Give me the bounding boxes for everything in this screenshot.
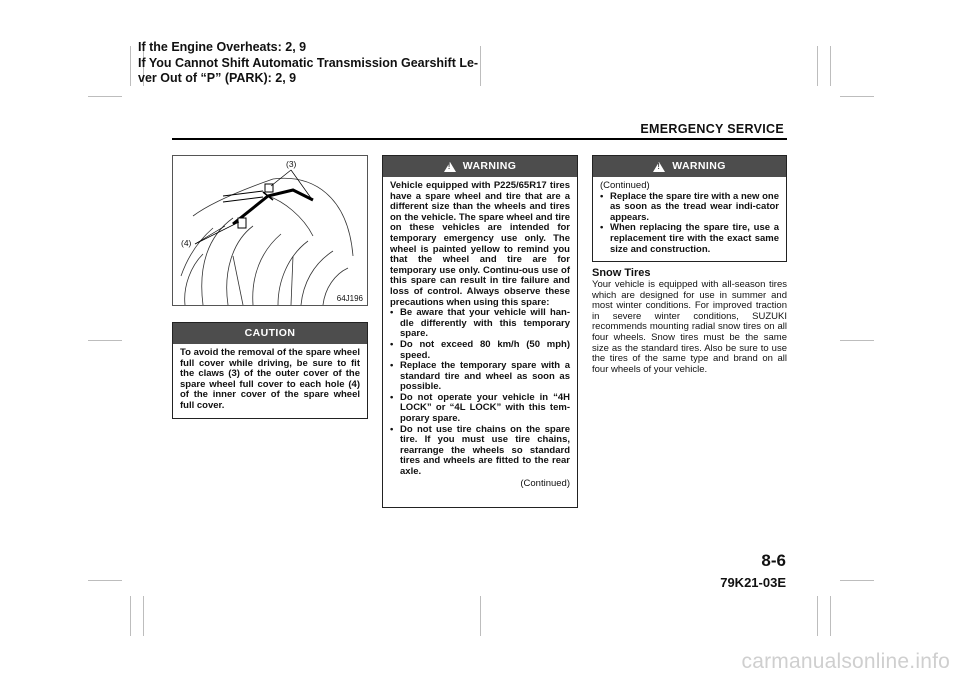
page-number: 8-6	[761, 551, 786, 570]
crop-mark	[830, 46, 831, 86]
warning-body	[593, 177, 786, 261]
crop-mark	[130, 596, 131, 636]
crop-mark	[830, 596, 831, 636]
warning-box	[382, 155, 578, 508]
caution-text: To avoid the removal of the spare wheel full cover while driving, be sure to fit the claws (3) of the outer cover of the spare wheel full cover to each hole (4) of the inner cover of the spare wheel full cover.	[180, 347, 360, 411]
callout-claws: (3)	[286, 159, 297, 169]
caution-body	[173, 344, 367, 418]
list-item: • Replace the temporary spare with a standard tire and wheel as soon as possible.	[390, 361, 570, 393]
crop-mark	[817, 596, 818, 636]
figure-code: 64J196	[336, 294, 363, 303]
header-rule	[172, 138, 787, 140]
warning-precautions-list	[600, 192, 779, 256]
document-code: 79K21-03E	[720, 575, 786, 590]
warning-heading: WARNING	[672, 160, 726, 172]
watermark: carmanualsonline.info	[741, 650, 950, 673]
section-title: EMERGENCY SERVICE	[640, 122, 784, 136]
warning-heading-bar	[383, 156, 577, 177]
callout-hole: (4)	[181, 238, 192, 248]
list-item: • Replace the spare tire with a new one as soon as the tread wear indi-cator appears.	[600, 192, 779, 224]
caution-heading: CAUTION	[173, 323, 367, 344]
warning-triangle-icon	[444, 162, 456, 172]
warning-heading: WARNING	[462, 160, 517, 172]
crop-mark	[88, 580, 122, 581]
warning-intro: Vehicle equipped with P225/65R17 tires have a spare wheel and tire that are a different size than the wheels and tires on the vehicle. The spare wheel and tire on these vehicles are intended for temporary emergency use only. The wheel is painted yellow to remind you that the wheel and tire are for temporary use only. Continu-ous use of this spare can result in tire failure and loss of control. Always observe these precautions when using this spare:	[390, 180, 570, 308]
list-item: • When replacing the spare tire, use a replacement tire with the exact same size and construction.	[600, 223, 779, 255]
continued-note: (Continued)	[520, 477, 570, 489]
crop-mark	[817, 46, 818, 86]
running-header-line: If You Cannot Shift Automatic Transmission Gearshift Le-	[138, 55, 479, 70]
crop-mark	[143, 596, 144, 636]
wheel-cover-illustration	[172, 155, 368, 306]
snow-tires-text: Your vehicle is equipped with all-season tires which are designed for use in summer and most winter conditions. For improved traction in severe winter conditions, SUZUKI recommends mounting radial snow tires on all four wheels. Snow tires must be the same size as the standard tires. Also be sure to use the tires of the same type and brand on all four wheels of your vehicle.	[592, 279, 787, 375]
snow-tires-heading: Snow Tires	[592, 267, 651, 279]
crop-mark	[840, 580, 874, 581]
wheel-cover-drawing	[173, 156, 367, 305]
warning-triangle-icon	[653, 162, 665, 172]
list-item: • Do not exceed 80 km/h (50 mph) speed.	[390, 340, 570, 361]
crop-mark	[480, 596, 481, 636]
warning-body	[383, 177, 577, 495]
list-item: • Be aware that your vehicle will han-dle differently with this temporary spare.	[390, 308, 570, 340]
crop-mark	[840, 96, 874, 97]
warning-box-continued	[592, 155, 787, 262]
continued-note: (Continued)	[600, 180, 650, 191]
running-header-line: If the Engine Overheats: 2, 9	[138, 40, 307, 54]
crop-mark	[88, 96, 122, 97]
caution-box	[172, 322, 368, 419]
list-item: • Do not use tire chains on the spare tire. If you must use tire chains, rearrange the wheels so standard tires and wheels are fitted to the rear axle.	[390, 425, 570, 478]
running-header	[138, 40, 483, 87]
crop-mark	[130, 46, 131, 86]
crop-mark	[840, 340, 874, 341]
warning-precautions-list	[390, 308, 570, 478]
list-item: • Do not operate your vehicle in “4H LOCK” or “4L LOCK” with this tem-porary spare.	[390, 393, 570, 425]
running-header-line: ver Out of “P” (PARK): 2, 9	[138, 71, 297, 85]
warning-heading-bar	[593, 156, 786, 177]
crop-mark	[88, 340, 122, 341]
